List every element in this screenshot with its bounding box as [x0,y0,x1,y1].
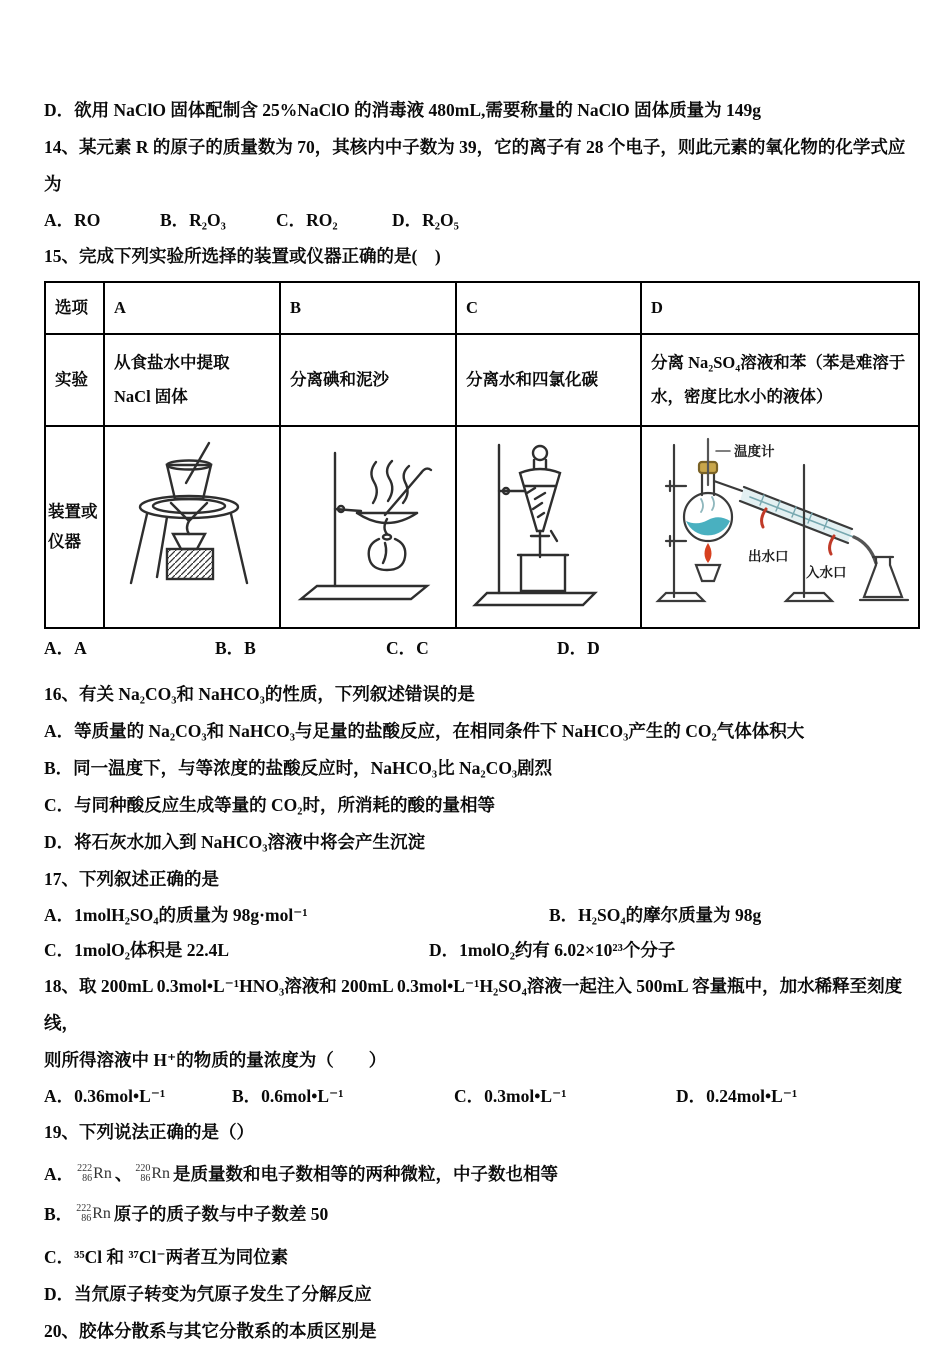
thermometer-label: 温度计 [734,444,775,459]
q14-option-c: C．RO₂ [276,210,338,230]
q19-option-a-label: A． [44,1164,75,1184]
element-symbol: Rn [92,1205,111,1222]
q19-option-b-label: B． [44,1204,74,1224]
q16-option-b: B．同一温度下，与等浓度的盐酸反应时，NaHCO₃比 Na₂CO₃剧烈 [44,758,553,778]
q13-option-d: D．欲用 NaClO 固体配制含 25%NaClO 的消毒液 480mL,需要称量的 NaClO 固体质量为 149g [44,100,762,120]
table-apparatus-row [45,426,919,628]
q19-option-b [44,1199,914,1229]
q14-option-b: B．R₂O₃ [160,210,226,230]
header-col-c: C [456,282,641,334]
element-symbol: Rn [151,1165,170,1182]
mass-number: 222 [77,1163,93,1174]
apparatus-b-cell [280,426,456,628]
header-col-b: B [280,282,456,334]
q14-stem: 14、某元素 R 的原子的质量数为 70，其核内中子数为 39，它的离子有 28 个电子，则此元素的氧化物的化学式应为 [44,137,906,194]
q15-option-c: C．C [386,638,429,658]
experiment-c: 分离水和四氯化碳 [456,334,641,426]
q18-option-c: C．0.3mol•L⁻¹ [454,1086,567,1106]
mass-number: 222 [76,1203,92,1214]
q15-option-d: D．D [557,638,600,658]
q16-option-d: D．将石灰水加入到 NaHCO₃溶液中将会产生沉淀 [44,832,426,852]
q15-option-b: B．B [215,638,256,658]
q17-options-ab [44,898,914,933]
q18-options [44,1079,914,1114]
mass-number: 220 [135,1163,151,1174]
q17-option-a: A．1molH₂SO₄的质量为 98g·mol⁻¹ [44,905,308,925]
q19-option-b-text: 原子的质子数与中子数差 50 [113,1204,329,1224]
distillation-setup-icon [646,429,914,615]
q15-apparatus-table [44,281,920,629]
q14-option-a: A．RO [44,210,101,230]
q18-option-b: B．0.6mol•L⁻¹ [232,1086,344,1106]
q18-stem-line2: 则所得溶液中 H⁺的物质的量浓度为（ ） [44,1050,387,1070]
atomic-number: 86 [82,1173,93,1184]
q16-option-a: A．等质量的 Na₂CO₃和 NaHCO₃与足量的盐酸反应，在相同条件下 NaHCO₃产生的 CO₂气体体积大 [44,721,805,741]
separating-funnel-icon [461,429,636,615]
q17-option-c: C．1molO₂体积是 22.4L [44,940,230,960]
apparatus-c-cell [456,426,641,628]
water-outlet-label: 出水口 [748,549,789,564]
water-inlet-label: 入水口 [806,565,847,580]
isotope-separator: 、 [114,1164,133,1184]
q20-stem: 20、胶体分散系与其它分散系的本质区别是 [44,1321,377,1341]
atomic-number: 86 [81,1213,92,1224]
element-symbol: Rn [93,1165,112,1182]
isotope-rn-220 [135,1159,170,1189]
experiment-row-label: 实验 [45,334,104,426]
apparatus-d-cell [641,426,919,628]
iron-stand-evaporating-dish-icon [285,431,451,613]
q18-stem-line1: 18、取 200mL 0.3mol•L⁻¹HNO₃溶液和 200mL 0.3mol•L⁻¹H₂SO₄溶液一起注入 500mL 容量瓶中，加水稀释至刻度线， [44,976,903,1033]
q19-stem: 19、下列说法正确的是（） [44,1122,254,1142]
experiment-b: 分离碘和泥沙 [280,334,456,426]
q18-option-a: A．0.36mol•L⁻¹ [44,1086,166,1106]
q19-option-a-text: 是质量数和电子数相等的两种微粒，中子数也相等 [172,1164,558,1184]
q15-options [44,631,914,666]
q19-option-c: C．³⁵Cl 和 ³⁷Cl⁻两者互为同位素 [44,1247,289,1267]
q15-stem: 15、完成下列实验所选择的装置或仪器正确的是( ) [44,246,441,266]
q19-option-d: D．当氘原子转变为氕原子发生了分解反应 [44,1284,372,1304]
isotope-rn-222 [77,1159,112,1189]
q17-stem: 17、下列叙述正确的是 [44,869,219,889]
q17-option-d: D．1molO₂约有 6.02×10²³个分子 [429,940,676,960]
q14-option-d: D．R₂O₅ [392,210,459,230]
tripod-crucible-heating-icon [109,431,275,613]
q15-option-a: A．A [44,638,87,658]
q18-option-d: D．0.24mol•L⁻¹ [676,1086,798,1106]
q17-option-b: B．H₂SO₄的摩尔质量为 98g [549,905,762,925]
table-header-row [45,282,919,334]
header-col-a: A [104,282,280,334]
header-col-d: D [641,282,919,334]
experiment-d: 分离 Na₂SO₄溶液和苯（苯是难溶于水，密度比水小的液体） [641,334,919,426]
table-experiment-row [45,334,919,426]
apparatus-row-label: 装置或仪器 [45,426,104,628]
isotope-rn-222 [76,1199,111,1229]
q19-option-a [44,1159,914,1189]
q14-options [44,203,914,238]
apparatus-a-cell [104,426,280,628]
q16-option-c: C．与同种酸反应生成等量的 CO₂时，所消耗的酸的量相等 [44,795,496,815]
header-option-label: 选项 [45,282,104,334]
q17-options-cd [44,933,914,968]
experiment-a: 从食盐水中提取 NaCl 固体 [104,334,280,426]
q16-stem: 16、有关 Na₂CO₃和 NaHCO₃的性质，下列叙述错误的是 [44,684,475,704]
atomic-number: 86 [140,1173,151,1184]
